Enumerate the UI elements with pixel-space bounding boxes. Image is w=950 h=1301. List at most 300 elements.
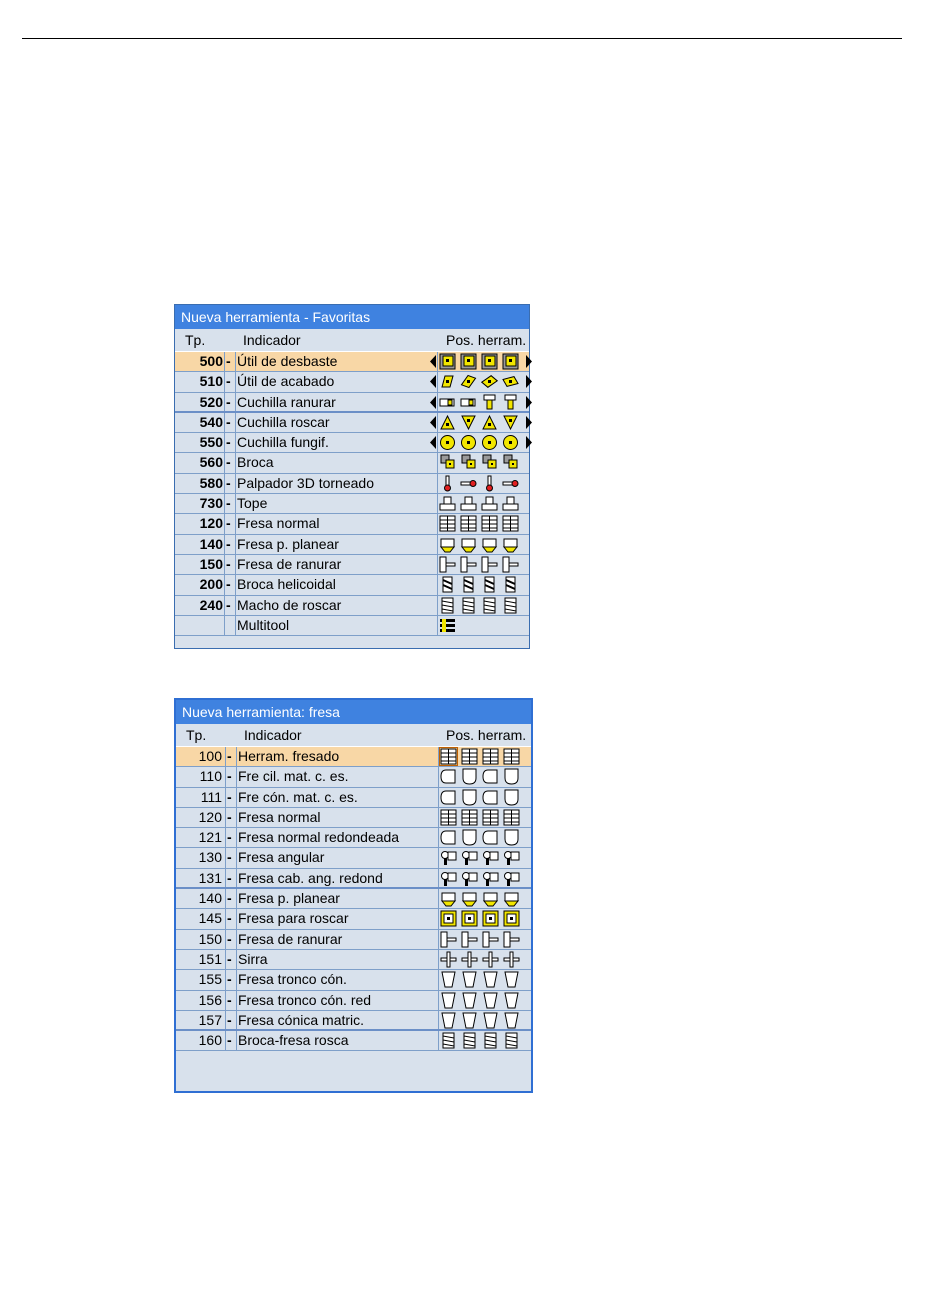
- table-row[interactable]: [175, 596, 529, 616]
- ball-end-mill-icon[interactable]: [503, 768, 520, 785]
- taper-mill-icon[interactable]: [440, 971, 457, 988]
- grooving-tool-icon[interactable]: [481, 394, 498, 411]
- table-row[interactable]: [176, 889, 531, 909]
- column-pos-herram: Pos. herram.: [446, 332, 527, 348]
- tool-position-icons: [440, 789, 526, 807]
- arrow-left-icon[interactable]: [429, 353, 437, 370]
- column-divider: [235, 393, 236, 411]
- table-row[interactable]: [175, 575, 529, 595]
- twist-drill-icon[interactable]: [481, 576, 498, 593]
- column-indicador: Indicador: [243, 332, 301, 348]
- row-separator: -: [226, 373, 231, 390]
- column-divider: [438, 747, 439, 766]
- table-row[interactable]: [176, 909, 531, 929]
- finishing-insert-icon[interactable]: [460, 373, 477, 390]
- column-divider: [224, 555, 225, 574]
- tool-type: 160: [198, 1032, 222, 1049]
- grooving-tool-icon[interactable]: [439, 394, 456, 411]
- saw-icon[interactable]: [440, 951, 457, 968]
- roughing-insert-icon[interactable]: [502, 353, 519, 370]
- angle-head-icon[interactable]: [440, 849, 457, 866]
- end-mill-icon[interactable]: [440, 809, 457, 826]
- multitool-icon[interactable]: [439, 617, 456, 634]
- tool-position-icons: [439, 576, 525, 594]
- tool-name: Fresa de ranurar: [238, 930, 343, 947]
- tool-type: 240: [199, 596, 223, 613]
- tool-type: 155: [198, 971, 222, 988]
- column-divider: [225, 1011, 226, 1029]
- taper-mill-icon[interactable]: [503, 971, 520, 988]
- tool-type: 111: [200, 788, 222, 805]
- column-divider: [438, 808, 439, 827]
- tool-type: 510: [199, 373, 223, 390]
- angle-head-icon[interactable]: [503, 870, 520, 887]
- threading-insert-icon[interactable]: [481, 414, 498, 431]
- tap-icon[interactable]: [481, 597, 498, 614]
- column-divider: [437, 575, 438, 594]
- table-row[interactable]: [175, 433, 529, 453]
- column-divider: [438, 991, 439, 1010]
- column-divider: [225, 828, 226, 847]
- column-divider: [225, 950, 226, 969]
- roughing-insert-icon[interactable]: [481, 353, 498, 370]
- tool-name: Fresa cónica matric.: [238, 1011, 365, 1028]
- column-divider: [235, 372, 236, 391]
- face-mill-icon[interactable]: [439, 536, 456, 553]
- column-divider: [437, 494, 438, 513]
- tool-position-icons: [440, 992, 526, 1010]
- table-row[interactable]: [175, 453, 529, 473]
- column-divider: [236, 767, 237, 786]
- stop-icon[interactable]: [439, 495, 456, 512]
- tool-list: [176, 747, 531, 1051]
- stop-icon[interactable]: [460, 495, 477, 512]
- tool-name: Fresa normal: [238, 808, 321, 825]
- column-divider: [224, 474, 225, 493]
- table-row[interactable]: [176, 991, 531, 1011]
- drill-thread-mill-icon[interactable]: [503, 1032, 520, 1049]
- taper-mill-icon[interactable]: [461, 1012, 478, 1029]
- table-row[interactable]: [176, 930, 531, 950]
- button-tool-icon[interactable]: [439, 434, 456, 451]
- column-divider: [438, 970, 439, 989]
- face-mill-icon[interactable]: [503, 890, 520, 907]
- angle-head-icon[interactable]: [461, 849, 478, 866]
- table-row[interactable]: [175, 393, 529, 413]
- tool-type: 120: [198, 808, 222, 825]
- tool-name: Fresa tronco cón. red: [238, 991, 372, 1008]
- row-separator: -: [226, 474, 231, 491]
- taper-mill-icon[interactable]: [503, 992, 520, 1009]
- table-row[interactable]: [175, 352, 529, 372]
- column-divider: [438, 828, 439, 847]
- arrow-right-icon[interactable]: [525, 394, 533, 411]
- table-row[interactable]: [175, 514, 529, 534]
- slot-mill-icon[interactable]: [482, 931, 499, 948]
- column-divider: [236, 909, 237, 928]
- face-mill-icon[interactable]: [440, 890, 457, 907]
- slot-mill-icon[interactable]: [503, 931, 520, 948]
- ball-end-mill-icon[interactable]: [482, 789, 499, 806]
- column-divider: [437, 555, 438, 574]
- slot-mill-icon[interactable]: [440, 931, 457, 948]
- probe-icon[interactable]: [460, 475, 477, 492]
- tool-name: Útil de acabado: [237, 373, 335, 390]
- tool-type: 110: [199, 768, 222, 785]
- tool-type: 120: [199, 515, 223, 532]
- tool-type: 540: [199, 413, 223, 430]
- tool-name: Broca helicoidal: [237, 576, 336, 593]
- column-divider: [225, 767, 226, 786]
- column-divider: [224, 596, 225, 615]
- tool-type: 550: [199, 434, 223, 451]
- column-divider: [225, 788, 226, 807]
- column-divider: [235, 575, 236, 594]
- taper-mill-icon[interactable]: [461, 971, 478, 988]
- taper-mill-icon[interactable]: [461, 992, 478, 1009]
- arrow-right-icon[interactable]: [525, 373, 533, 390]
- column-divider: [236, 828, 237, 847]
- slot-mill-icon[interactable]: [461, 931, 478, 948]
- tool-name: Multitool: [237, 616, 290, 633]
- finishing-insert-icon[interactable]: [481, 373, 498, 390]
- tool-type: 145: [198, 910, 222, 927]
- table-row[interactable]: [176, 1031, 531, 1051]
- tool-position-icons: [440, 870, 526, 888]
- ball-end-mill-icon[interactable]: [482, 768, 499, 785]
- tool-position-icons: [440, 1032, 526, 1050]
- face-mill-icon[interactable]: [460, 536, 477, 553]
- threading-insert-icon[interactable]: [439, 414, 456, 431]
- milling-tool-icon[interactable]: [440, 748, 457, 765]
- drill-thread-mill-icon[interactable]: [482, 1032, 499, 1049]
- end-mill-icon[interactable]: [439, 515, 456, 532]
- table-row[interactable]: [176, 950, 531, 970]
- probe-icon[interactable]: [502, 475, 519, 492]
- column-divider: [236, 808, 237, 827]
- ball-end-mill-icon[interactable]: [461, 768, 478, 785]
- tool-type: 130: [198, 849, 222, 866]
- drill-icon[interactable]: [502, 454, 519, 471]
- tool-name: Palpador 3D torneado: [237, 474, 374, 491]
- tap-icon[interactable]: [460, 597, 477, 614]
- column-divider: [235, 413, 236, 432]
- angle-head-icon[interactable]: [461, 870, 478, 887]
- drill-icon[interactable]: [439, 454, 456, 471]
- tool-position-icons: [439, 454, 525, 472]
- end-mill-icon[interactable]: [460, 515, 477, 532]
- table-row[interactable]: [176, 869, 531, 889]
- column-divider: [236, 970, 237, 989]
- column-divider: [225, 991, 226, 1010]
- button-tool-icon[interactable]: [502, 434, 519, 451]
- twist-drill-icon[interactable]: [502, 576, 519, 593]
- threading-insert-icon[interactable]: [502, 414, 519, 431]
- taper-mill-icon[interactable]: [482, 971, 499, 988]
- column-divider: [437, 433, 438, 452]
- tool-position-icons: [440, 971, 526, 989]
- column-divider: [225, 970, 226, 989]
- taper-mill-icon[interactable]: [482, 992, 499, 1009]
- ball-end-mill-icon[interactable]: [503, 789, 520, 806]
- arrow-left-icon[interactable]: [429, 434, 437, 451]
- row-separator: -: [227, 930, 232, 947]
- tool-name: Herram. fresado: [238, 748, 340, 764]
- row-separator: -: [227, 1011, 232, 1028]
- tool-position-icons: [440, 951, 526, 969]
- tool-type: 121: [198, 829, 222, 846]
- end-mill-icon[interactable]: [461, 809, 478, 826]
- table-row[interactable]: [175, 413, 529, 433]
- table-row[interactable]: [176, 1011, 531, 1031]
- tool-name: Fresa p. planear: [237, 535, 339, 552]
- row-separator: -: [226, 555, 231, 572]
- tool-name: Fresa normal redondeada: [238, 829, 400, 846]
- tool-position-icons: [439, 536, 525, 554]
- thread-mill-icon[interactable]: [440, 910, 457, 927]
- stop-icon[interactable]: [502, 495, 519, 512]
- angle-head-icon[interactable]: [503, 849, 520, 866]
- row-separator: -: [226, 413, 231, 430]
- ball-end-mill-icon[interactable]: [461, 789, 478, 806]
- arrow-left-icon[interactable]: [429, 373, 437, 390]
- end-mill-icon[interactable]: [481, 515, 498, 532]
- saw-icon[interactable]: [503, 951, 520, 968]
- end-mill-icon[interactable]: [502, 515, 519, 532]
- column-divider: [235, 535, 236, 554]
- column-divider: [438, 1011, 439, 1029]
- column-divider: [224, 372, 225, 391]
- table-row[interactable]: [176, 767, 531, 787]
- probe-icon[interactable]: [439, 475, 456, 492]
- tap-icon[interactable]: [502, 597, 519, 614]
- row-separator: -: [226, 515, 231, 532]
- column-divider: [437, 453, 438, 472]
- tool-position-icons: [439, 515, 525, 533]
- table-row[interactable]: [175, 372, 529, 392]
- table-row[interactable]: [176, 828, 531, 848]
- roughing-insert-icon[interactable]: [439, 353, 456, 370]
- end-mill-icon[interactable]: [503, 809, 520, 826]
- face-mill-icon[interactable]: [481, 536, 498, 553]
- tool-name: Cuchilla roscar: [237, 413, 330, 430]
- saw-icon[interactable]: [482, 951, 499, 968]
- row-separator: -: [227, 788, 232, 805]
- drill-thread-mill-icon[interactable]: [461, 1032, 478, 1049]
- thread-mill-icon[interactable]: [461, 910, 478, 927]
- table-row[interactable]: [175, 555, 529, 575]
- finishing-insert-icon[interactable]: [439, 373, 456, 390]
- row-separator: -: [226, 596, 231, 613]
- threading-insert-icon[interactable]: [460, 414, 477, 431]
- tool-list: [175, 352, 529, 636]
- tool-name: Fresa tronco cón.: [238, 971, 347, 988]
- tool-name: Fresa cab. ang. redond: [238, 869, 383, 886]
- probe-icon[interactable]: [481, 475, 498, 492]
- column-divider: [224, 433, 225, 452]
- table-row[interactable]: [175, 616, 529, 636]
- taper-mill-icon[interactable]: [440, 1012, 457, 1029]
- slot-mill-icon[interactable]: [502, 556, 519, 573]
- column-divider: [438, 788, 439, 807]
- grooving-tool-icon[interactable]: [502, 394, 519, 411]
- row-separator: -: [226, 495, 231, 512]
- column-divider: [437, 535, 438, 554]
- table-row[interactable]: [176, 788, 531, 808]
- column-divider: [437, 393, 438, 411]
- tool-type: 151: [198, 950, 222, 967]
- row-separator: -: [226, 434, 231, 451]
- column-divider: [236, 869, 237, 887]
- stop-icon[interactable]: [481, 495, 498, 512]
- column-divider: [437, 596, 438, 615]
- roughing-insert-icon[interactable]: [460, 353, 477, 370]
- column-divider: [235, 555, 236, 574]
- tool-type: 150: [198, 930, 222, 947]
- twist-drill-icon[interactable]: [439, 576, 456, 593]
- taper-mill-icon[interactable]: [482, 1012, 499, 1029]
- column-divider: [438, 767, 439, 786]
- table-row[interactable]: [175, 494, 529, 514]
- tap-icon[interactable]: [439, 597, 456, 614]
- angle-head-icon[interactable]: [482, 870, 499, 887]
- drill-icon[interactable]: [481, 454, 498, 471]
- grooving-tool-icon[interactable]: [460, 394, 477, 411]
- tool-type: 131: [198, 869, 222, 886]
- taper-mill-icon[interactable]: [503, 1012, 520, 1029]
- tool-type: 730: [199, 495, 223, 512]
- column-divider: [225, 889, 226, 908]
- new-tool-milling-dialog: [174, 698, 533, 1093]
- arrow-right-icon[interactable]: [525, 353, 533, 370]
- face-mill-icon[interactable]: [461, 890, 478, 907]
- tool-type: 560: [199, 454, 223, 471]
- column-divider: [235, 474, 236, 493]
- angle-head-icon[interactable]: [482, 849, 499, 866]
- tool-name: Sirra: [238, 950, 268, 967]
- column-divider: [225, 869, 226, 887]
- tool-name: Fre cil. mat. c. es.: [238, 768, 349, 785]
- drill-thread-mill-icon[interactable]: [440, 1032, 457, 1049]
- tool-name: Fresa p. planear: [238, 890, 340, 907]
- twist-drill-icon[interactable]: [460, 576, 477, 593]
- row-separator: -: [227, 971, 232, 988]
- face-mill-icon[interactable]: [502, 536, 519, 553]
- column-header: [175, 329, 529, 352]
- column-divider: [225, 930, 226, 949]
- table-row[interactable]: [176, 848, 531, 868]
- angle-head-icon[interactable]: [440, 870, 457, 887]
- tool-type: 156: [198, 991, 222, 1008]
- arrow-right-icon[interactable]: [525, 434, 533, 451]
- column-divider: [438, 848, 439, 867]
- finishing-insert-icon[interactable]: [502, 373, 519, 390]
- tool-name: Fresa para roscar: [238, 910, 349, 927]
- column-divider: [438, 930, 439, 949]
- tool-type: 157: [198, 1011, 222, 1028]
- tool-position-icons: [440, 1012, 526, 1030]
- ball-end-mill-icon[interactable]: [440, 789, 457, 806]
- tool-position-icons: [439, 373, 525, 391]
- ball-end-mill-icon[interactable]: [440, 829, 457, 846]
- tool-name: Tope: [237, 495, 268, 512]
- column-divider: [224, 393, 225, 411]
- column-pos-herram: Pos. herram.: [446, 727, 527, 743]
- column-divider: [437, 474, 438, 493]
- table-row[interactable]: [176, 808, 531, 828]
- column-divider: [224, 453, 225, 472]
- column-divider: [438, 869, 439, 887]
- column-divider: [224, 514, 225, 533]
- arrow-right-icon[interactable]: [525, 414, 533, 431]
- ball-end-mill-icon[interactable]: [503, 829, 520, 846]
- milling-tool-icon[interactable]: [482, 748, 499, 765]
- ball-end-mill-icon[interactable]: [482, 829, 499, 846]
- arrow-left-icon[interactable]: [429, 394, 437, 411]
- taper-mill-icon[interactable]: [440, 992, 457, 1009]
- row-separator: -: [227, 869, 232, 886]
- ball-end-mill-icon[interactable]: [440, 768, 457, 785]
- row-separator: -: [227, 768, 232, 785]
- column-divider: [225, 909, 226, 928]
- column-divider: [438, 909, 439, 928]
- end-mill-icon[interactable]: [482, 809, 499, 826]
- slot-mill-icon[interactable]: [460, 556, 477, 573]
- column-divider: [235, 616, 236, 635]
- button-tool-icon[interactable]: [481, 434, 498, 451]
- table-row[interactable]: [176, 747, 531, 767]
- column-divider: [437, 372, 438, 391]
- row-separator: -: [226, 454, 231, 471]
- drill-icon[interactable]: [460, 454, 477, 471]
- column-divider: [437, 514, 438, 533]
- tool-name: Fresa normal: [237, 515, 320, 532]
- milling-tool-icon[interactable]: [503, 748, 520, 765]
- dialog-title: Nueva herramienta: fresa: [176, 700, 531, 724]
- column-divider: [224, 535, 225, 554]
- tool-position-icons: [439, 617, 525, 635]
- tool-type: 500: [199, 353, 223, 369]
- arrow-left-icon[interactable]: [429, 414, 437, 431]
- tool-position-icons: [440, 748, 526, 766]
- page-top-rule: [22, 38, 902, 39]
- row-separator: -: [227, 748, 232, 764]
- milling-tool-icon[interactable]: [461, 748, 478, 765]
- column-divider: [235, 494, 236, 513]
- column-divider: [438, 950, 439, 969]
- column-divider: [438, 1031, 439, 1050]
- thread-mill-icon[interactable]: [482, 910, 499, 927]
- thread-mill-icon[interactable]: [503, 910, 520, 927]
- slot-mill-icon[interactable]: [439, 556, 456, 573]
- column-divider: [225, 1031, 226, 1050]
- face-mill-icon[interactable]: [482, 890, 499, 907]
- tool-position-icons: [439, 495, 525, 513]
- column-divider: [224, 352, 225, 371]
- tool-type: 100: [198, 748, 222, 764]
- row-separator: -: [226, 393, 231, 410]
- slot-mill-icon[interactable]: [481, 556, 498, 573]
- ball-end-mill-icon[interactable]: [461, 829, 478, 846]
- table-row[interactable]: [176, 970, 531, 990]
- table-row[interactable]: [175, 474, 529, 494]
- button-tool-icon[interactable]: [460, 434, 477, 451]
- row-separator: -: [227, 1032, 232, 1049]
- table-row[interactable]: [175, 535, 529, 555]
- tool-position-icons: [440, 849, 526, 867]
- saw-icon[interactable]: [461, 951, 478, 968]
- tool-type: 140: [198, 890, 222, 907]
